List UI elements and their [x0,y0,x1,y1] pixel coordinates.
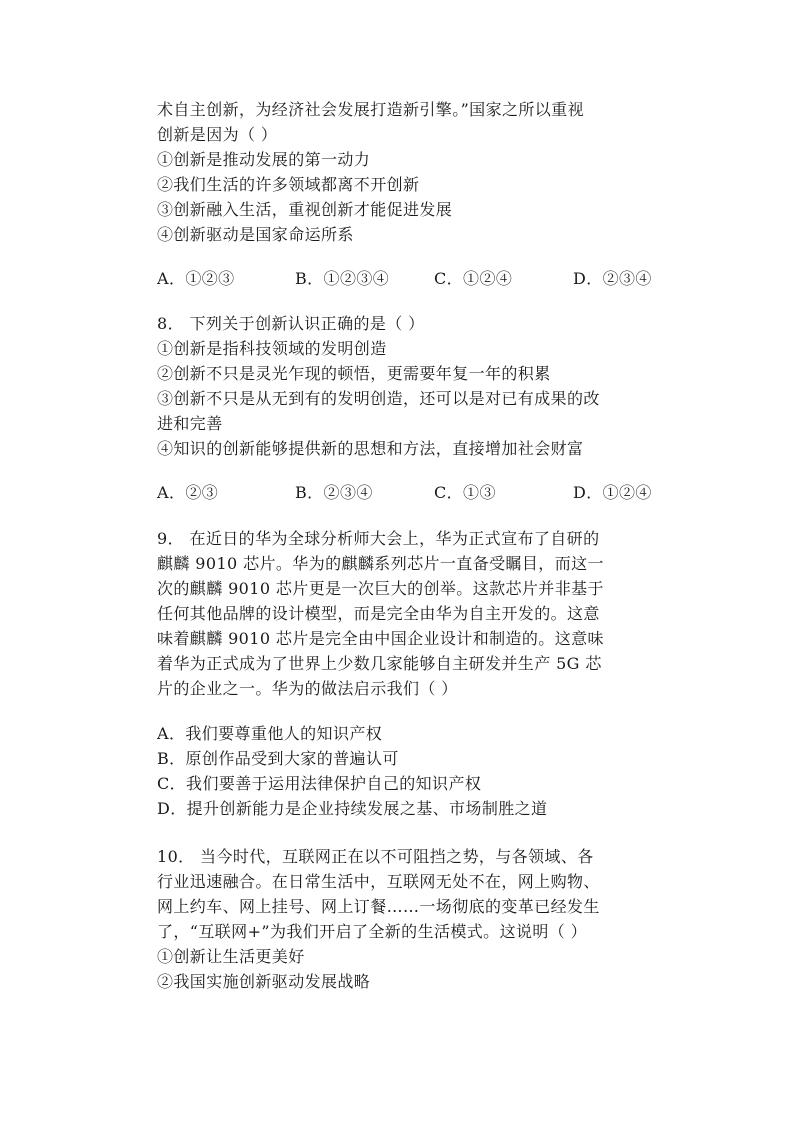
q7-option-c: C．①②④ [434,269,513,288]
q8-option-a: A．②③ [157,483,219,502]
q9-option-d: D．提升创新能力是企业持续发展之基、市场制胜之道 [157,799,548,818]
q8-option-d: D．①②④ [573,483,652,502]
q7-item: ②我们生活的许多领域都离不开创新 [157,175,420,194]
q7-item: ④创新驱动是国家命运所系 [157,225,354,244]
q8-item: ③创新不只是从无到有的发明创造，还可以是对已有成果的改 [157,389,600,408]
q9-stem-line: 麒麟 9010 芯片。华为的麒麟系列芯片一直备受瞩目，而这一 [157,554,604,573]
q9-stem-line: 着华为正式成为了世界上少数几家能够自主研发并生产 5G 芯 [157,654,602,673]
q7-option-d: D．②③④ [573,269,652,288]
q8-item: 进和完善 [157,414,223,433]
q9-stem-line: 任何其他品牌的设计模型，而是完全由华为自主开发的。这意 [157,604,600,623]
q7-stem-line: 创新是因为（ ） [157,125,278,144]
q10-stem-line: 10． 当今时代，互联网正在以不可阻挡之势，与各领域、各 [157,847,594,866]
q9-option-b: B．原创作品受到大家的普遍认可 [157,749,399,768]
q10-item: ②我国实施创新驱动发展战略 [157,972,371,991]
q8-stem-line: 8． 下列关于创新认识正确的是（ ） [157,314,425,333]
q10-stem-line: 行业迅速融合。在日常生活中，互联网无处不在，网上购物、 [157,872,600,891]
q8-item: ②创新不只是灵光乍现的顿悟，更需要年复一年的积累 [157,364,551,383]
q8-item: ①创新是指科技领域的发明创造 [157,339,387,358]
q9-option-a: A．我们要尊重他人的知识产权 [157,724,383,743]
q9-stem-line: 次的麒麟 9010 芯片更是一次巨大的创举。这款芯片并非基于 [157,579,604,598]
q10-stem-line: 了，“互联网+”为我们开启了全新的生活模式。这说明（ ） [157,922,588,941]
q10-stem-line: 网上约车、网上挂号、网上订餐……一场彻底的变革已经发生 [157,897,600,916]
q7-option-a: A．①②③ [157,269,235,288]
q8-option-b: B．②③④ [295,483,373,502]
q8-option-c: C．①③ [434,483,496,502]
q9-stem-line: 9． 在近日的华为全球分析师大会上，华为正式宣布了自研的 [157,529,600,548]
q7-option-b: B．①②③④ [295,269,390,288]
q10-item: ①创新让生活更美好 [157,947,305,966]
q9-option-c: C．我们要善于运用法律保护自己的知识产权 [157,774,482,793]
q7-item: ①创新是推动发展的第一动力 [157,150,371,169]
q7-stem-line: 术自主创新，为经济社会发展打造新引擎。”国家之所以重视 [157,100,584,119]
q7-item: ③创新融入生活，重视创新才能促进发展 [157,200,453,219]
q8-item: ④知识的创新能够提供新的思想和方法，直接增加社会财富 [157,439,584,458]
q9-stem-line: 味着麒麟 9010 芯片是完全由中国企业设计和制造的。这意味 [157,629,604,648]
q9-stem-line: 片的企业之一。华为的做法启示我们（ ） [157,679,458,698]
